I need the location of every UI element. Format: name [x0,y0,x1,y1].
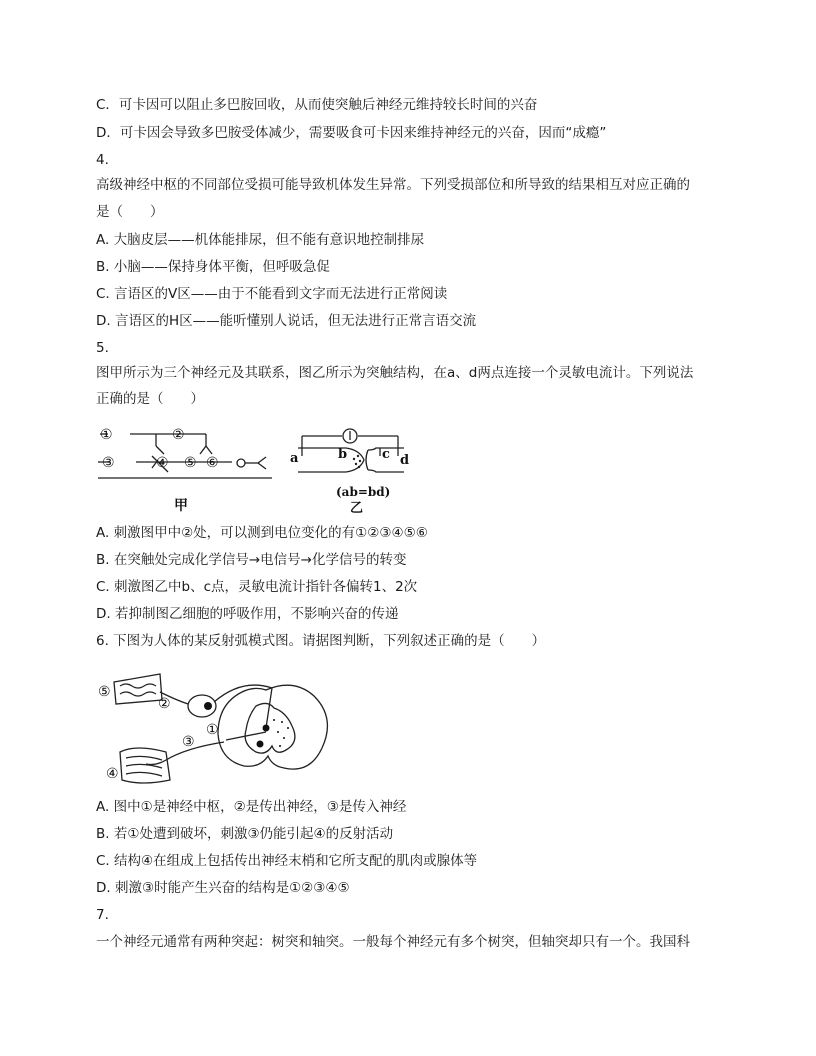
q5-option-b: B. 在突触处完成化学信号→电信号→化学信号的转变 [96,552,407,568]
reflex-label-2: ② [158,696,171,712]
jia-caption: 甲 [174,498,188,514]
jia-label-5: ⑤ [184,455,197,471]
q4-number: 4. [96,152,109,168]
figure-jia-three-neurons [96,416,276,516]
q3-option-d: D．可卡因会导致多巴胺受体减少，需要吸食可卡因来维持神经元的兴奋，因而“成瘾” [96,125,607,141]
jia-label-3: ③ [102,455,115,471]
jia-label-1: ① [100,427,113,443]
jia-label-2: ② [172,427,185,443]
yi-note: (ab=bd) [336,485,391,499]
q4-stem-line2: 是（ ） [96,204,164,220]
q6-option-a: A. 图中①是神经中枢，②是传出神经，③是传入神经 [96,799,407,815]
reflex-label-3: ③ [182,734,195,750]
q6-stem: 6. 下图为人体的某反射弧模式图。请据图判断，下列叙述正确的是（ ） [96,633,546,649]
q3-option-c: C．可卡因可以阻止多巴胺回收，从而使突触后神经元维持较长时间的兴奋 [96,97,538,113]
q5-option-d: D. 若抑制图乙细胞的呼吸作用，不影响兴奋的传递 [96,606,399,622]
q5-number: 5. [96,340,109,356]
q5-stem-line1: 图甲所示为三个神经元及其联系，图乙所示为突触结构，在a、d两点连接一个灵敏电流计。下列说法 [96,365,694,381]
yi-label-a: a [290,451,299,466]
jia-label-4: ④ [156,455,169,471]
q4-option-b: B. 小脑——保持身体平衡，但呼吸急促 [96,259,330,275]
figure-reflex-arc [96,656,346,790]
q4-option-d: D. 言语区的H区——能听懂别人说话，但无法进行正常言语交流 [96,313,477,329]
q4-option-a: A. 大脑皮层——机体能排尿，但不能有意识地控制排尿 [96,232,425,248]
jia-label-6: ⑥ [206,455,219,471]
q4-stem-line1: 高级神经中枢的不同部位受损可能导致机体发生异常。下列受损部位和所导致的结果相互对应正确的 [96,177,690,193]
yi-label-d: d [400,453,410,468]
q4-option-c: C. 言语区的V区——由于不能看到文字而无法进行正常阅读 [96,286,448,302]
q6-option-b: B. 若①处遭到破坏，刺激③仍能引起④的反射活动 [96,826,394,842]
q5-option-c: C. 刺激图乙中b、c点，灵敏电流计指针各偏转1、2次 [96,579,418,595]
q6-option-c: C. 结构④在组成上包括传出神经末梢和它所支配的肌肉或腺体等 [96,853,478,869]
q6-option-d: D. 刺激③时能产生兴奋的结构是①②③④⑤ [96,880,350,896]
q7-stem-line1: 一个神经元通常有两种突起：树突和轴突。一般每个神经元有多个树突，但轴突却只有一个。我国科 [96,934,690,950]
reflex-label-5: ⑤ [98,684,111,700]
q5-stem-line2: 正确的是（ ） [96,391,204,407]
q5-option-a: A. 刺激图甲中②处，可以测到电位变化的有①②③④⑤⑥ [96,525,428,541]
yi-label-b: b [338,447,348,462]
reflex-label-1: ① [206,722,219,738]
q7-number: 7. [96,907,109,923]
yi-caption: 乙 [350,501,364,516]
figure-yi-synapse [288,420,418,520]
reflex-label-4: ④ [106,766,119,782]
yi-label-c: c [382,447,390,462]
